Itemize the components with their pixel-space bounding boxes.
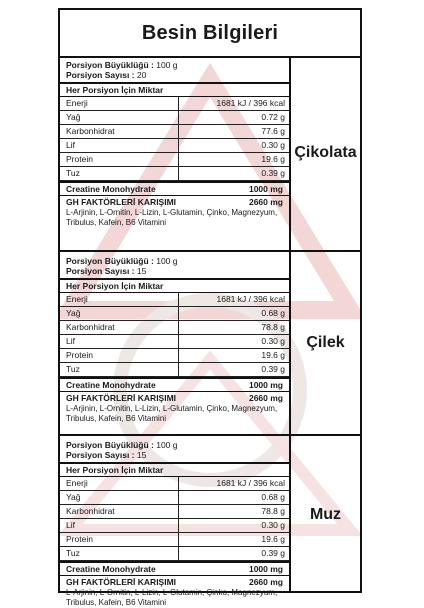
portion-size-row: Porsiyon Büyüklüğü : 100 g <box>66 256 178 266</box>
ingredients-text: L-Arjinin, L-Ornitin, L-Lizin, L-Glutamin, Çinko, Magnezyum, Tribulus, Kafein, B6 Vitamini <box>66 404 278 423</box>
page-title: Besin Bilgileri <box>60 10 360 58</box>
table-row: Karbonhidrat 77.6 g <box>60 125 289 139</box>
per-portion-header: Her Porsiyon İçin Miktar <box>60 462 289 477</box>
table-row: Lif 0.30 g <box>60 335 289 349</box>
table-row: Enerji 1681 kJ / 396 kcal <box>60 97 289 111</box>
gh-factors-row: GH FAKTÖRLERİ KARIŞIMI 2660 mg <box>66 393 283 403</box>
flavor-panel-banana <box>60 434 360 607</box>
portion-count-value: 20 <box>136 70 147 80</box>
portion-size-value: 100 g <box>156 440 178 450</box>
ingredients-text: L-Arjinin, L-Ornitin, L-Lizin, L-Glutamin, Çinko, Magnezyum, Tribulus, Kafein, B6 Vitamini <box>66 208 278 227</box>
nutrition-table <box>60 97 289 181</box>
table-row: Tuz 0.39 g <box>60 167 289 181</box>
gh-factors-row: GH FAKTÖRLERİ KARIŞIMI 2660 mg <box>66 577 283 587</box>
table-row: Karbonhidrat 78.8 g <box>60 505 289 519</box>
creatine-row: Creatine Monohydrate 1000 mg <box>60 181 289 196</box>
flavor-label: Muz <box>309 505 342 523</box>
creatine-row: Creatine Monohydrate 1000 mg <box>60 377 289 392</box>
portion-size-row: Porsiyon Büyüklüğü : 100 g <box>66 60 178 70</box>
flavor-panel-strawberry <box>60 250 360 434</box>
gh-factors-row: GH FAKTÖRLERİ KARIŞIMI 2660 mg <box>66 197 283 207</box>
portion-count-row: Porsiyon Sayısı : 15 <box>66 450 147 460</box>
table-row: Yağ 0.68 g <box>60 491 289 505</box>
table-row: Protein 19.6 g <box>60 153 289 167</box>
nutrition-panel <box>60 56 291 250</box>
nutrition-table <box>60 477 289 561</box>
table-row: Protein 19.6 g <box>60 349 289 363</box>
ingredients-text: L-Arjinin, L-Ornitin, L-Lizin, L-Glutamin, Çinko, Magnezyum, Tribulus, Kafein, B6 Vitamini <box>66 588 278 607</box>
table-row: Yağ 0.72 g <box>60 111 289 125</box>
table-row: Tuz 0.39 g <box>60 363 289 377</box>
table-row: Yağ 0.68 g <box>60 307 289 321</box>
creatine-row: Creatine Monohydrate 1000 mg <box>60 561 289 576</box>
nutrition-facts-label <box>58 8 362 607</box>
portion-size-value: 100 g <box>156 256 178 266</box>
portion-count-row: Porsiyon Sayısı : 20 <box>66 70 147 80</box>
portion-size-row: Porsiyon Büyüklüğü : 100 g <box>66 440 178 450</box>
per-portion-header: Her Porsiyon İçin Miktar <box>60 82 289 97</box>
nutrition-panel <box>60 252 291 434</box>
table-row: Protein 19.6 g <box>60 533 289 547</box>
portion-count-row: Porsiyon Sayısı : 15 <box>66 266 147 276</box>
nutrition-table <box>60 293 289 377</box>
per-portion-header: Her Porsiyon İçin Miktar <box>60 278 289 293</box>
portion-size-value: 100 g <box>156 60 178 70</box>
flavor-label: Çikolata <box>294 144 357 161</box>
flavor-label: Çilek <box>306 334 345 351</box>
nutrition-panel <box>60 436 291 607</box>
table-row: Lif 0.30 g <box>60 519 289 533</box>
table-row: Karbonhidrat 78.8 g <box>60 321 289 335</box>
table-row: Tuz 0.39 g <box>60 547 289 561</box>
table-row: Enerji 1681 kJ / 396 kcal <box>60 293 289 307</box>
portion-count-value: 15 <box>136 266 147 276</box>
flavor-panel-chocolate <box>60 56 360 250</box>
portion-count-value: 15 <box>136 450 147 460</box>
table-row: Enerji 1681 kJ / 396 kcal <box>60 477 289 491</box>
table-row: Lif 0.30 g <box>60 139 289 153</box>
